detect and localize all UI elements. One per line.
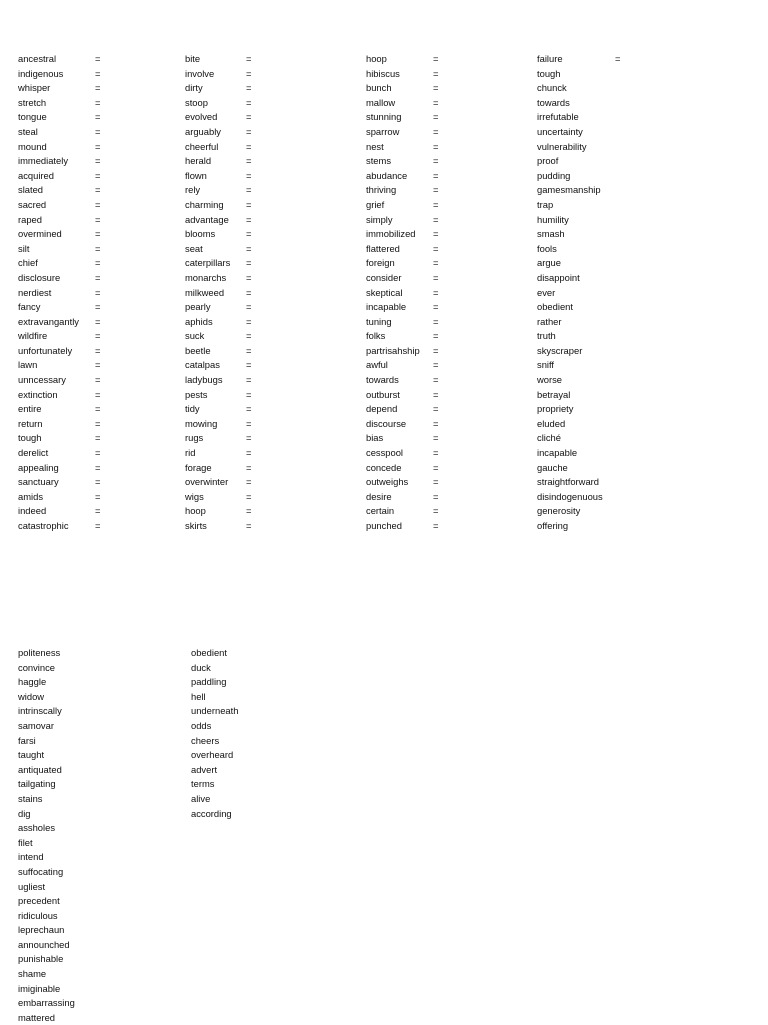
vocab-word: dirty <box>185 82 203 94</box>
vocab-word: consider <box>366 271 402 283</box>
vocab-word: aphids <box>185 315 213 327</box>
vocab-word: tailgating <box>18 778 56 790</box>
equals-sign: = <box>433 374 439 386</box>
equals-sign: = <box>433 257 439 269</box>
equals-sign: = <box>246 447 252 459</box>
vocab-word: duck <box>191 661 211 673</box>
vocab-word: generosity <box>537 505 581 517</box>
vocab-word: tidy <box>185 403 200 415</box>
equals-sign: = <box>615 53 621 64</box>
equals-sign: = <box>433 96 439 108</box>
equals-sign: = <box>246 82 252 94</box>
vocab-word: bias <box>366 432 384 444</box>
equals-sign: = <box>433 476 439 488</box>
vocab-word: sparrow <box>366 125 400 137</box>
equals-sign: = <box>246 461 252 473</box>
equals-sign: = <box>433 403 439 415</box>
vocab-word: tuning <box>366 315 392 327</box>
vocab-word: advert <box>191 763 218 775</box>
equals-sign: = <box>95 490 101 502</box>
vocab-word: odds <box>191 719 212 731</box>
equals-sign: = <box>433 228 439 240</box>
vocab-word: mattered <box>18 1011 55 1023</box>
equals-sign: = <box>433 271 439 283</box>
vocab-word: rugs <box>185 432 204 444</box>
vocab-word: disclosure <box>18 271 61 283</box>
equals-sign: = <box>433 461 439 473</box>
vocab-word: chunck <box>537 82 567 94</box>
vocab-word: unfortunately <box>18 344 73 356</box>
equals-sign: = <box>95 388 101 400</box>
equals-sign: = <box>246 228 252 240</box>
vocab-word: ridiculous <box>18 909 58 921</box>
vocab-word: imiginable <box>18 982 61 994</box>
vocab-word: straightforward <box>537 476 600 488</box>
equals-sign: = <box>95 447 101 459</box>
vocab-column-2 <box>185 52 230 534</box>
vocab-word: outweighs <box>366 476 409 488</box>
equals-sign: = <box>95 271 101 283</box>
equals-sign: = <box>246 286 252 298</box>
equals-sign: = <box>433 111 439 123</box>
vocab-word: hibiscus <box>366 67 400 79</box>
vocab-word: farsi <box>18 734 36 746</box>
vocab-word: catastrophic <box>18 520 69 531</box>
vocab-word: pests <box>185 388 208 400</box>
equals-sign: = <box>433 301 439 313</box>
equals-sign: = <box>95 96 101 108</box>
vocab-word: disindogenuous <box>537 490 603 502</box>
equals-sign: = <box>95 359 101 371</box>
vocab-word: trap <box>537 198 554 210</box>
vocab-word: disappoint <box>537 271 580 283</box>
vocab-column-5 <box>18 646 75 1025</box>
equals-sign: = <box>246 490 252 502</box>
equals-sign: = <box>246 432 252 444</box>
vocab-word: nerdiest <box>18 286 52 298</box>
equals-sign: = <box>433 67 439 79</box>
vocab-word: ugliest <box>18 880 46 892</box>
vocab-word: cheerful <box>185 140 219 152</box>
vocab-word: cheers <box>191 734 220 746</box>
vocab-word: skyscraper <box>537 344 583 356</box>
vocab-word: outburst <box>366 388 400 400</box>
vocab-word: wigs <box>185 490 204 502</box>
equals-sign: = <box>95 432 101 444</box>
vocab-word: haggle <box>18 676 47 688</box>
equals-sign: = <box>95 213 101 225</box>
vocab-word: raped <box>18 213 42 225</box>
vocab-word: unncessary <box>18 374 66 386</box>
vocab-word: obedient <box>537 301 573 313</box>
vocab-word: tongue <box>18 111 47 123</box>
equals-sign: = <box>246 140 252 152</box>
equals-column-3 <box>433 52 438 534</box>
equals-column-2 <box>246 52 251 534</box>
vocab-word: involve <box>185 67 215 79</box>
equals-sign: = <box>246 315 252 327</box>
vocab-word: stunning <box>366 111 402 123</box>
vocab-word: pearly <box>185 301 211 313</box>
vocab-word: abudance <box>366 169 408 181</box>
equals-sign: = <box>95 461 101 473</box>
vocab-word: mound <box>18 140 47 152</box>
vocab-word: betrayal <box>537 388 571 400</box>
vocab-word: herald <box>185 155 212 167</box>
vocab-word: hell <box>191 690 206 702</box>
vocab-word: flown <box>185 169 207 181</box>
equals-sign: = <box>95 155 101 167</box>
vocab-word: tough <box>18 432 42 444</box>
vocab-word: entire <box>18 403 42 415</box>
vocab-word: silt <box>18 242 30 254</box>
equals-sign: = <box>95 344 101 356</box>
vocab-word: dig <box>18 807 31 819</box>
equals-sign: = <box>246 184 252 196</box>
equals-sign: = <box>95 505 101 517</box>
equals-sign: = <box>246 53 252 64</box>
vocab-word: politeness <box>18 647 61 658</box>
vocab-word: certain <box>366 505 395 517</box>
vocab-word: shame <box>18 968 47 980</box>
vocab-word: partrisahship <box>366 344 420 356</box>
vocab-word: catalpas <box>185 359 220 371</box>
vocab-word: simply <box>366 213 393 225</box>
equals-sign: = <box>433 344 439 356</box>
equals-sign: = <box>246 213 252 225</box>
vocab-word: fancy <box>18 301 41 313</box>
vocab-word: mowing <box>185 417 218 429</box>
vocab-word: beetle <box>185 344 211 356</box>
vocab-column-4 <box>537 52 603 534</box>
equals-sign: = <box>95 476 101 488</box>
equals-sign: = <box>433 447 439 459</box>
vocab-word: alive <box>191 792 211 804</box>
vocab-word: appealing <box>18 461 59 473</box>
vocab-word: blooms <box>185 228 216 240</box>
equals-sign: = <box>246 417 252 429</box>
equals-sign: = <box>95 140 101 152</box>
vocab-word: foreign <box>366 257 395 269</box>
equals-sign: = <box>95 520 101 531</box>
vocab-word: punched <box>366 520 402 531</box>
equals-sign: = <box>95 53 101 64</box>
equals-sign: = <box>95 198 101 210</box>
vocab-word: convince <box>18 661 56 673</box>
equals-sign: = <box>433 388 439 400</box>
vocab-word: smash <box>537 228 565 240</box>
vocab-column-1 <box>18 52 79 534</box>
vocab-word: according <box>191 807 232 819</box>
vocab-word: rid <box>185 447 196 459</box>
vocab-word: announched <box>18 938 70 950</box>
vocab-word: wildfire <box>18 330 48 342</box>
vocab-word: tough <box>537 67 561 79</box>
equals-sign: = <box>246 155 252 167</box>
vocab-word: intrinscally <box>18 705 62 717</box>
equals-sign: = <box>433 315 439 327</box>
equals-sign: = <box>246 374 252 386</box>
equals-sign: = <box>433 520 439 531</box>
vocab-word: fools <box>537 242 557 254</box>
equals-sign: = <box>433 125 439 137</box>
vocab-word: acquired <box>18 169 54 181</box>
vocab-word: cliché <box>537 432 561 444</box>
vocab-word: sniff <box>537 359 555 371</box>
equals-sign: = <box>95 169 101 181</box>
equals-sign: = <box>246 242 252 254</box>
vocab-word: precedent <box>18 895 60 907</box>
vocab-word: milkweed <box>185 286 225 298</box>
vocab-word: steal <box>18 125 38 137</box>
vocab-word: underneath <box>191 705 239 717</box>
vocab-word: sanctuary <box>18 476 59 488</box>
vocab-word: mallow <box>366 96 396 108</box>
vocab-word: uncertainty <box>537 125 583 137</box>
equals-sign: = <box>433 53 439 64</box>
vocab-word: monarchs <box>185 271 227 283</box>
equals-sign: = <box>246 169 252 181</box>
vocab-word: stretch <box>18 96 47 108</box>
equals-sign: = <box>95 228 101 240</box>
vocab-word: gauche <box>537 461 568 473</box>
vocab-word: return <box>18 417 43 429</box>
vocab-word: leprechaun <box>18 924 65 936</box>
vocab-word: stoop <box>185 96 208 108</box>
equals-sign: = <box>246 388 252 400</box>
vocab-word: amids <box>18 490 44 502</box>
equals-sign: = <box>246 257 252 269</box>
vocab-word: antiquated <box>18 763 62 775</box>
equals-sign: = <box>95 417 101 429</box>
vocab-word: seat <box>185 242 203 254</box>
vocab-word: discourse <box>366 417 407 429</box>
vocab-word: rely <box>185 184 201 196</box>
equals-sign: = <box>95 82 101 94</box>
equals-sign: = <box>95 330 101 342</box>
equals-sign: = <box>246 96 252 108</box>
equals-sign: = <box>433 155 439 167</box>
vocab-word: humility <box>537 213 569 225</box>
vocab-word: forage <box>185 461 212 473</box>
equals-sign: = <box>433 140 439 152</box>
equals-sign: = <box>95 184 101 196</box>
equals-sign: = <box>95 67 101 79</box>
vocab-word: evolved <box>185 111 218 123</box>
vocab-word: offering <box>537 520 569 531</box>
equals-sign: = <box>246 301 252 313</box>
vocab-word: charming <box>185 198 224 210</box>
vocab-word: bunch <box>366 82 392 94</box>
vocab-word: ancestral <box>18 53 57 64</box>
equals-sign: = <box>433 490 439 502</box>
equals-sign: = <box>95 374 101 386</box>
vocab-word: vulnerability <box>537 140 587 152</box>
equals-sign: = <box>246 111 252 123</box>
vocab-word: hoop <box>185 505 206 517</box>
vocab-word: ladybugs <box>185 374 223 386</box>
vocab-word: desire <box>366 490 392 502</box>
vocab-word: towards <box>537 96 570 108</box>
vocab-word: derelict <box>18 447 49 459</box>
vocab-word: slated <box>18 184 44 196</box>
vocab-word: paddling <box>191 676 227 688</box>
vocab-word: widow <box>18 690 45 702</box>
vocab-word: nest <box>366 140 384 152</box>
equals-column-4 <box>615 52 620 67</box>
vocab-word: pudding <box>537 169 571 181</box>
vocab-word: overheard <box>191 749 234 761</box>
equals-sign: = <box>433 198 439 210</box>
equals-sign: = <box>246 271 252 283</box>
equals-sign: = <box>433 242 439 254</box>
vocab-word: towards <box>366 374 399 386</box>
vocab-word: eluded <box>537 417 566 429</box>
equals-sign: = <box>246 359 252 371</box>
vocab-word: grief <box>366 198 385 210</box>
equals-sign: = <box>246 67 252 79</box>
equals-sign: = <box>246 476 252 488</box>
vocab-word: bite <box>185 53 201 64</box>
equals-sign: = <box>95 242 101 254</box>
vocab-column-3 <box>366 52 420 534</box>
vocab-word: incapable <box>537 447 578 459</box>
vocab-word: incapable <box>366 301 407 313</box>
vocab-word: hoop <box>366 53 387 64</box>
vocab-word: awful <box>366 359 388 371</box>
vocab-word: overmined <box>18 228 62 240</box>
vocab-word: argue <box>537 257 561 269</box>
vocab-word: skeptical <box>366 286 403 298</box>
vocab-word: filet <box>18 836 33 848</box>
equals-sign: = <box>95 286 101 298</box>
equals-sign: = <box>246 344 252 356</box>
vocab-word: propriety <box>537 403 574 415</box>
equals-sign: = <box>95 315 101 327</box>
vocab-word: embarrassing <box>18 997 75 1009</box>
equals-sign: = <box>95 125 101 137</box>
vocab-word: suffocating <box>18 865 64 877</box>
vocab-word: gamesmanship <box>537 184 601 196</box>
vocab-word: skirts <box>185 520 207 531</box>
equals-sign: = <box>95 257 101 269</box>
vocab-word: immediately <box>18 155 69 167</box>
vocab-word: advantage <box>185 213 229 225</box>
vocab-word: indeed <box>18 505 47 517</box>
vocab-word: overwinter <box>185 476 229 488</box>
equals-sign: = <box>246 125 252 137</box>
vocab-word: truth <box>537 330 556 342</box>
vocab-word: caterpillars <box>185 257 231 269</box>
equals-sign: = <box>433 213 439 225</box>
vocab-word: irrefutable <box>537 111 579 123</box>
vocab-word: flattered <box>366 242 400 254</box>
equals-sign: = <box>433 169 439 181</box>
vocab-word: intend <box>18 851 44 863</box>
vocab-word: cesspool <box>366 447 404 459</box>
vocab-word: chief <box>18 257 38 269</box>
equals-sign: = <box>433 82 439 94</box>
vocab-word: extinction <box>18 388 58 400</box>
equals-sign: = <box>95 111 101 123</box>
vocab-word: sacred <box>18 198 47 210</box>
equals-sign: = <box>433 359 439 371</box>
equals-sign: = <box>433 184 439 196</box>
equals-sign: = <box>246 505 252 517</box>
vocab-word: punishable <box>18 953 64 965</box>
vocab-word: obedient <box>191 647 227 658</box>
vocab-word: taught <box>18 749 45 761</box>
vocab-word: proof <box>537 155 559 167</box>
vocab-word: lawn <box>18 359 38 371</box>
equals-sign: = <box>95 403 101 415</box>
vocab-word: immobilized <box>366 228 416 240</box>
vocab-word: failure <box>537 53 563 64</box>
vocab-word: extravangantly <box>18 315 79 327</box>
vocab-word: stains <box>18 792 43 804</box>
vocab-word: concede <box>366 461 402 473</box>
vocab-word: terms <box>191 778 215 790</box>
vocab-word: depend <box>366 403 398 415</box>
vocab-word: samovar <box>18 719 54 731</box>
vocab-word: stems <box>366 155 392 167</box>
vocab-word: thriving <box>366 184 397 196</box>
equals-sign: = <box>246 403 252 415</box>
vocab-column-6 <box>191 646 238 821</box>
equals-sign: = <box>433 286 439 298</box>
equals-sign: = <box>246 520 252 531</box>
vocab-word: worse <box>537 374 563 386</box>
vocab-word: indigenous <box>18 67 64 79</box>
equals-sign: = <box>433 505 439 517</box>
vocab-word: ever <box>537 286 556 298</box>
equals-sign: = <box>433 330 439 342</box>
equals-sign: = <box>246 330 252 342</box>
vocab-word: assholes <box>18 822 56 834</box>
equals-sign: = <box>433 432 439 444</box>
equals-sign: = <box>95 301 101 313</box>
equals-column-1 <box>95 52 100 534</box>
vocab-word: whisper <box>18 82 51 94</box>
vocab-word: suck <box>185 330 205 342</box>
equals-sign: = <box>246 198 252 210</box>
vocab-word: rather <box>537 315 562 327</box>
vocab-word: arguably <box>185 125 221 137</box>
vocab-word: folks <box>366 330 386 342</box>
equals-sign: = <box>433 417 439 429</box>
